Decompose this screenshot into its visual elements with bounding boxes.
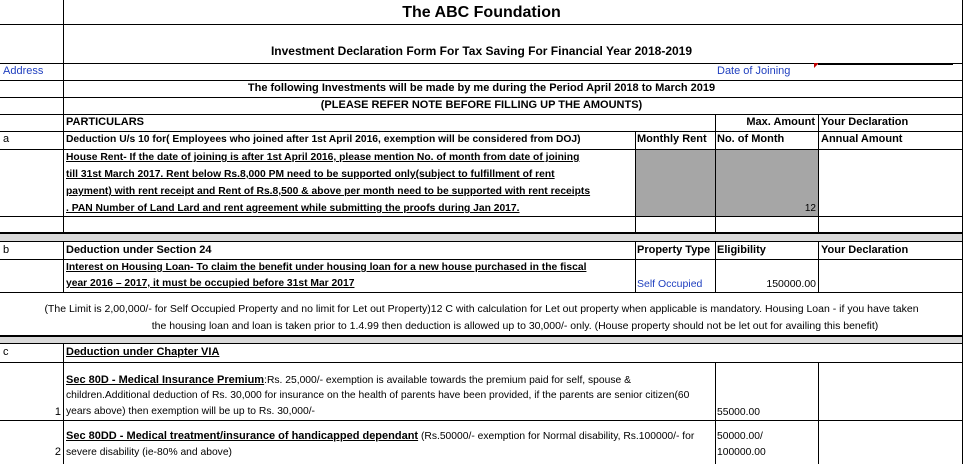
sec-80dd-max-1: 50000.00/ <box>717 431 763 442</box>
section-a-letter: a <box>3 133 10 145</box>
sec-80d-line-3: years above) then exemption will be up to Rs. 30,000/- <box>66 406 315 417</box>
intro-line-2: (PLEASE REFER NOTE BEFORE FILLING UP THE AMOUNTS) <box>320 99 643 111</box>
section-c-title: Deduction under Chapter VIA <box>66 346 220 358</box>
sec-80dd-max-2: 100000.00 <box>717 447 766 458</box>
hra-line-4: . PAN Number of Land Lard and rent agreement while submitting the proofs during Jan 2017. <box>66 203 520 214</box>
hra-monthly-rent-input[interactable] <box>636 150 714 215</box>
section-a-title: Deduction U/s 10 for( Employees who joined after 1st April 2016, exemption will be considered from DOJ) <box>66 134 581 145</box>
hra-annual-amount-input[interactable] <box>819 150 961 215</box>
section-c-letter: c <box>3 346 9 358</box>
org-name: The ABC Foundation <box>402 4 561 21</box>
section-b-title: Deduction under Section 24 <box>66 244 212 256</box>
monthly-rent-heading: Monthly Rent <box>637 133 707 145</box>
max-amount-heading: Max. Amount <box>746 116 815 128</box>
form-title: Investment Declaration Form For Tax Saving For Financial Year 2018-2019 <box>270 44 693 58</box>
section-b-note-1: (The Limit is 2,00,000/- for Self Occupied Property and no limit for Let out Property)12 C with calculation for Let out property when applicable is mandatory. Housing Loan - if you have taken <box>44 303 919 315</box>
sec-80d-num: 1 <box>54 406 61 418</box>
eligibility-heading: Eligibility <box>717 244 766 256</box>
housing-loan-line-2: year 2016 – 2017, it must be occupied before 31st Mar 2017 <box>66 278 355 289</box>
sec-80dd-heading: Sec 80DD - Medical treatment/insurance of handicapped dependant <box>66 430 419 442</box>
sec-80dd-text-1: (Rs.50000/- exemption for Normal disability, Rs.100000/- for <box>418 431 695 442</box>
housing-loan-declaration-input[interactable] <box>819 260 961 291</box>
your-declaration-heading: Your Declaration <box>821 116 909 128</box>
sec-80dd-line-2: severe disability (ie-80% and above) <box>66 447 232 458</box>
sec-80d-line-2: children.Additional deduction of Rs. 30,000 for insurance on the health of parents have been provided, if the parents are senior citizen(60 <box>66 390 690 401</box>
section-b-declaration-heading: Your Declaration <box>821 244 909 256</box>
property-type-select[interactable]: Self Occupied <box>637 278 703 290</box>
sec-80dd-num: 2 <box>54 446 61 458</box>
doj-input-line[interactable] <box>818 63 953 68</box>
section-b-letter: b <box>3 244 10 256</box>
address-label: Address <box>3 65 44 77</box>
annual-amount-heading: Annual Amount <box>821 133 903 145</box>
sec-80dd-declaration-input[interactable] <box>819 421 961 464</box>
sec-80d-heading: Sec 80D - Medical Insurance Premium <box>66 374 265 386</box>
property-type-heading: Property Type <box>637 244 711 256</box>
section-b-note-2: the housing loan and loan is taken prior to 1.4.99 then deduction is allowed up to 30,000/- only. (House property should not be let out for availing this benefit) <box>151 320 879 332</box>
hra-line-1: House Rent- If the date of joining is after 1st April 2016, please mention No. of month from date of joining <box>66 152 580 163</box>
sec-80d-max: 55000.00 <box>717 407 760 418</box>
sec-80d-text-1: :Rs. 25,000/- exemption is available towards the premium paid for self, spouse & <box>264 375 631 386</box>
no-of-month-heading: No. of Month <box>717 133 785 145</box>
housing-loan-line-1: Interest on Housing Loan- To claim the benefit under housing loan for a new house purchased in the fiscal <box>66 262 587 273</box>
months-value[interactable]: 12 <box>804 203 816 214</box>
eligibility-value: 150000.00 <box>766 278 816 290</box>
sec-80d-declaration-input[interactable] <box>819 363 961 419</box>
hra-line-2: till 31st March 2017. Rent below Rs.8,000 PM need to be supported only(subject to fulfillment of rent <box>66 169 555 180</box>
doj-label: Date of Joining <box>717 65 791 77</box>
hra-line-3: payment) with rent receipt and Rent of Rs.8,500 & above per month need to be supported with rent receipts <box>66 186 591 197</box>
intro-line-1: The following Investments will be made by me during the Period April 2018 to March 2019 <box>247 82 716 94</box>
particulars-heading: PARTICULARS <box>66 116 145 128</box>
